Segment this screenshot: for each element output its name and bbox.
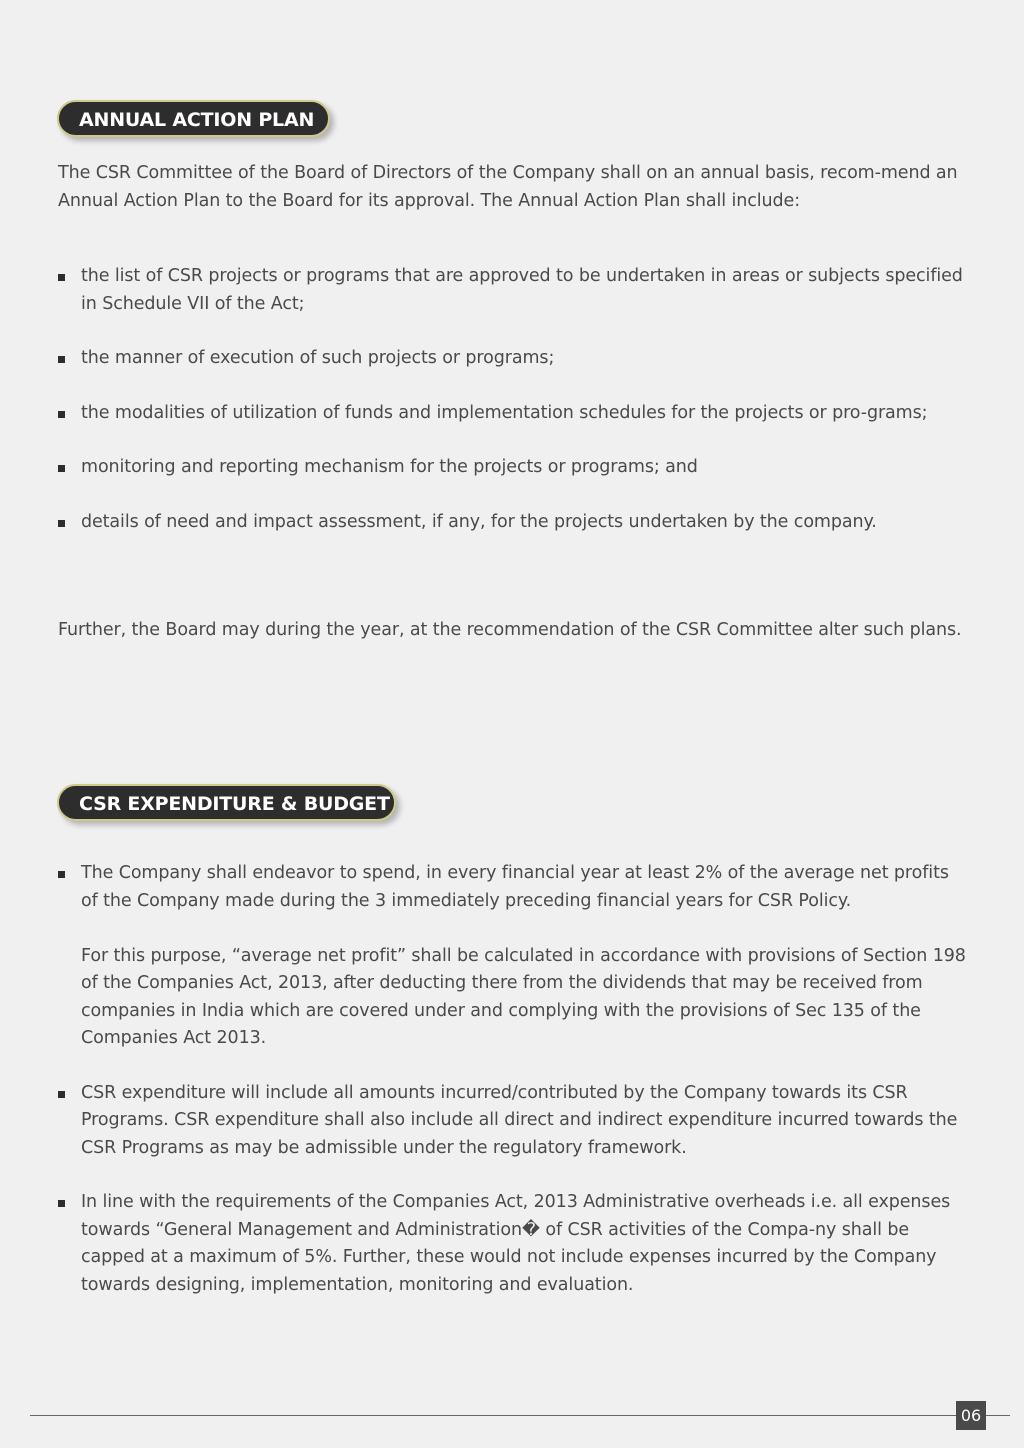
list-item-text: the modalities of utilization of funds and implementation schedules for the projects or pro-grams; [81, 402, 928, 423]
list-item [58, 509, 970, 537]
list-item-text: the manner of execution of such projects or programs; [81, 348, 555, 368]
list-item [58, 345, 970, 373]
annual-action-plan-list [58, 263, 970, 536]
square-bullet-icon [58, 520, 65, 527]
square-bullet-icon [58, 1091, 65, 1098]
list-item-text: details of need and impact assessment, if any, for the projects undertaken by the company. [81, 511, 877, 532]
list-item-subparagraph: For this purpose, “average net profit” shall be calculated in accordance with provisions of Section 198 of the Companies Act, 2013, after deducting there from the dividends that may be received from companies in India which are covered under and complying with the provisions of Sec 135 of the Companies Act 2013. [81, 945, 966, 1048]
annual-action-plan-closing: Further, the Board may during the year, at the recommendation of the CSR Committee alter such plans. [58, 620, 962, 640]
list-item-text: CSR expenditure will include all amounts incurred/contributed by the Company towards its CSR Programs. CSR expenditure shall also include all direct and indirect expenditure incurred towards the CSR Programs as may be admissible under the regulatory framework. [81, 1082, 958, 1158]
section-heading-csr-expenditure-budget: CSR EXPENDITURE & BUDGET [57, 784, 396, 821]
list-item-text: the list of CSR projects or programs that are approved to be undertaken in areas or subjects specified in Schedule VII of the Act; [81, 266, 963, 314]
csr-expenditure-list [58, 860, 970, 1299]
list-item [58, 1080, 970, 1163]
page-number: 06 [956, 1401, 986, 1430]
square-bullet-icon [58, 411, 65, 418]
square-bullet-icon [58, 465, 65, 472]
list-item-text: monitoring and reporting mechanism for the projects or programs; and [81, 457, 698, 477]
square-bullet-icon [58, 274, 65, 281]
square-bullet-icon [58, 356, 65, 363]
annual-action-plan-intro: The CSR Committee of the Board of Directors of the Company shall on an annual basis, recom-mend an Annual Action Plan to the Board for its approval. The Annual Action Plan shall include: [58, 163, 958, 211]
list-item [58, 263, 970, 318]
footer-divider [30, 1415, 1010, 1416]
list-item [58, 860, 970, 1053]
section-heading-annual-action-plan: ANNUAL ACTION PLAN [57, 100, 330, 137]
list-item [58, 1189, 970, 1299]
list-item [58, 400, 970, 428]
square-bullet-icon [58, 1200, 65, 1207]
list-item-text: The Company shall endeavor to spend, in every financial year at least 2% of the average net profits of the Company made during the 3 immediately preceding financial years for CSR Policy. [81, 863, 949, 911]
square-bullet-icon [58, 871, 65, 878]
list-item [58, 454, 970, 482]
list-item-text: In line with the requirements of the Companies Act, 2013 Administrative overheads i.e. all expenses towards “General Management and Administration� of CSR activities of the Compa-ny shall be capped at a maximum of 5%. Further, these would not include expenses incurred by the Company towards designing, implementation, monitoring and evaluation. [81, 1192, 951, 1295]
